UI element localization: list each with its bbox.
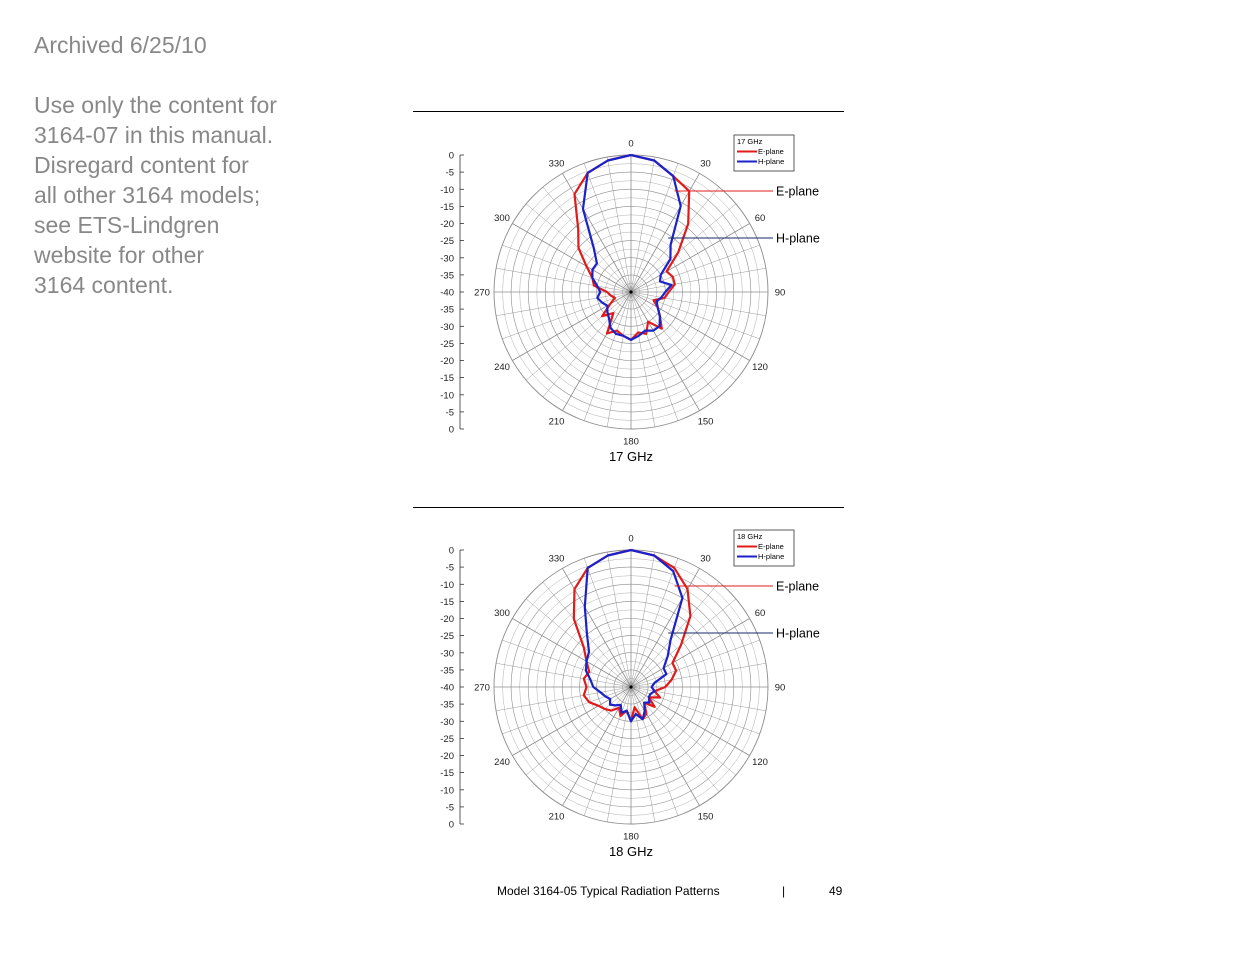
polar-plot xyxy=(413,520,844,865)
radial-tick-label: -25 xyxy=(440,338,454,350)
polar-chart-17ghz xyxy=(413,125,844,470)
footer-title: Model 3164-05 Typical Radiation Patterns xyxy=(497,884,720,898)
legend-entry: E-plane xyxy=(758,147,784,156)
notice-line: Use only the content for xyxy=(34,92,277,118)
radial-tick-label: 0 xyxy=(448,819,454,831)
radial-tick-label: -35 xyxy=(440,699,454,711)
center-point xyxy=(629,290,632,293)
angle-tick-label: 210 xyxy=(548,811,565,823)
notice-line: 3164-07 in this manual. xyxy=(34,122,274,148)
radial-tick-label: -35 xyxy=(440,304,454,316)
notice-line: see ETS-Lindgren xyxy=(34,212,220,238)
radial-tick-label: -10 xyxy=(440,390,454,402)
legend-entry: E-plane xyxy=(758,542,784,551)
angle-tick-label: 240 xyxy=(494,362,510,373)
radial-tick-label: -25 xyxy=(440,236,454,248)
angle-tick-label: 30 xyxy=(700,158,711,170)
angle-tick-label: 120 xyxy=(752,362,768,373)
angle-tick-label: 240 xyxy=(494,757,510,768)
page-number: 49 xyxy=(829,884,843,898)
radial-tick-label: -30 xyxy=(440,716,454,728)
radial-tick-label: -25 xyxy=(440,733,454,745)
angle-tick-label: 330 xyxy=(548,158,565,170)
archived-note: Archived 6/25/10 xyxy=(34,32,207,58)
angle-tick-label: 120 xyxy=(752,757,768,768)
angle-tick-label: 90 xyxy=(774,287,786,299)
legend-title: 18 GHz xyxy=(737,532,763,541)
legend-title: 17 GHz xyxy=(737,137,763,146)
radial-tick-label: -35 xyxy=(440,665,454,677)
radial-tick-label: -15 xyxy=(440,373,454,385)
angle-tick-label: 330 xyxy=(548,553,565,565)
divider-line xyxy=(413,507,844,508)
footer-separator: | xyxy=(782,884,786,898)
legend-entry: H-plane xyxy=(758,157,785,166)
chart-title: 17 GHz xyxy=(608,449,654,464)
angle-tick-label: 300 xyxy=(494,608,510,619)
radial-tick-label: 0 xyxy=(448,545,454,557)
radial-tick-label: 0 xyxy=(448,424,454,436)
notice-line: 3164 content. xyxy=(34,272,174,298)
radial-tick-label: -5 xyxy=(445,562,454,574)
angle-tick-label: 150 xyxy=(697,811,714,823)
notice-line: Disregard content for xyxy=(34,152,249,178)
radial-tick-label: -40 xyxy=(440,682,454,694)
radial-tick-label: -5 xyxy=(445,407,454,419)
angle-tick-label: 0 xyxy=(628,138,634,150)
angle-tick-label: 60 xyxy=(754,608,766,619)
e-plane-series-line xyxy=(575,155,690,340)
angle-tick-label: 90 xyxy=(774,682,786,694)
radial-tick-label: -20 xyxy=(440,356,454,367)
radial-tick-label: -10 xyxy=(440,785,454,797)
radial-tick-label: -10 xyxy=(440,184,454,196)
radial-tick-label: -20 xyxy=(440,219,454,230)
angle-tick-label: 60 xyxy=(754,213,766,224)
radial-tick-label: -15 xyxy=(440,596,454,608)
callout-label: E-plane xyxy=(776,184,820,199)
polar-plot xyxy=(413,125,844,470)
callout-label: H-plane xyxy=(776,231,820,246)
radial-tick-label: -15 xyxy=(440,768,454,780)
center-point xyxy=(629,685,632,688)
legend-entry: H-plane xyxy=(758,552,785,561)
radial-tick-label: -35 xyxy=(440,270,454,282)
radial-tick-label: -5 xyxy=(445,167,454,179)
notice-line: all other 3164 models; xyxy=(34,182,261,208)
radial-tick-label: -5 xyxy=(445,802,454,814)
angle-tick-label: 180 xyxy=(623,436,639,448)
content-notice xyxy=(34,90,334,300)
notice-line: website for other xyxy=(34,242,205,268)
radial-tick-label: -20 xyxy=(440,751,454,762)
radial-tick-label: -30 xyxy=(440,253,454,265)
chart-title: 18 GHz xyxy=(608,844,654,859)
radial-tick-label: -30 xyxy=(440,648,454,660)
angle-tick-label: 300 xyxy=(494,213,510,224)
angle-tick-label: 0 xyxy=(628,533,634,545)
radial-tick-label: -40 xyxy=(440,287,454,299)
angle-tick-label: 30 xyxy=(700,553,711,565)
angle-tick-label: 270 xyxy=(474,682,490,694)
radial-tick-label: 0 xyxy=(448,150,454,162)
radial-tick-label: -20 xyxy=(440,614,454,625)
radial-tick-label: -25 xyxy=(440,631,454,643)
angle-tick-label: 210 xyxy=(548,416,565,428)
radial-tick-label: -30 xyxy=(440,321,454,333)
angle-tick-label: 270 xyxy=(474,287,490,299)
callout-label: E-plane xyxy=(776,579,820,594)
divider-line xyxy=(413,111,844,112)
angle-tick-label: 180 xyxy=(623,831,639,843)
radial-tick-label: -15 xyxy=(440,201,454,213)
radial-tick-label: -10 xyxy=(440,579,454,591)
callout-label: H-plane xyxy=(776,626,820,641)
polar-chart-18ghz xyxy=(413,520,844,865)
angle-tick-label: 150 xyxy=(697,416,714,428)
